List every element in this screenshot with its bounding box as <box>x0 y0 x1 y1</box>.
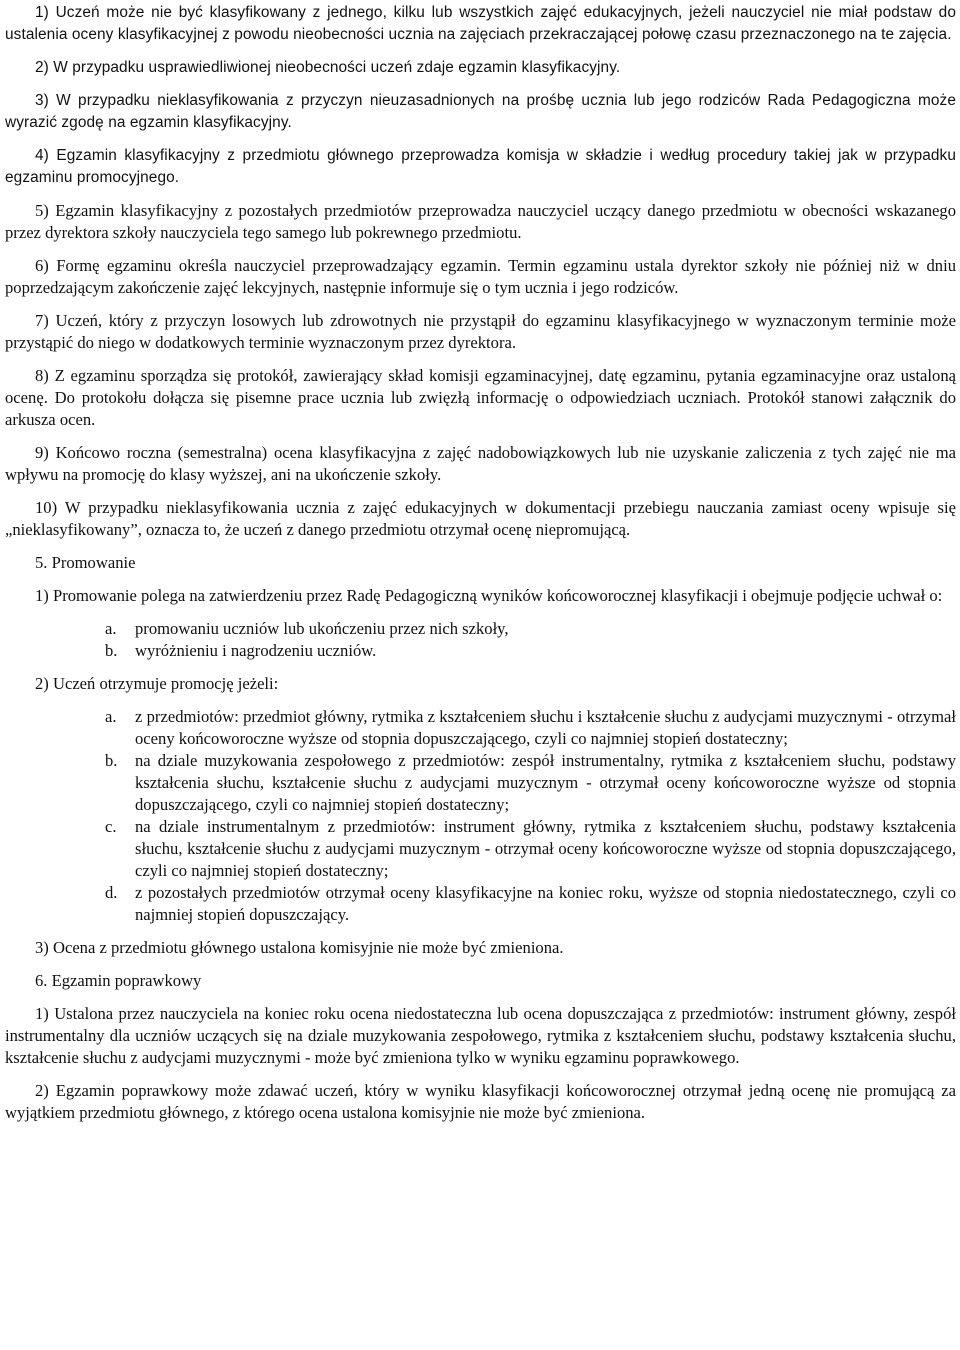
list-item-text: na dziale muzykowania zespołowego z przedmiotów: zespół instrumentalny, rytmika z kształceniem słuchu, podstawy kształcenia słuchu, kształcenie słuchu z audycjami muzycznym - otrzymał oceny końcoworoczne wyższe od stopnia dopuszczającego, czyli co najmniej stopień dostateczny; <box>135 751 956 814</box>
list-item-text: z pozostałych przedmiotów otrzymał oceny klasyfikacyjne na koniec roku, wyższe od stopnia niedostatecznego, czyli co najmniej stopień dopuszczający. <box>135 883 956 924</box>
paragraph-5-1: 1) Promowanie polega na zatwierdzeniu przez Radę Pedagogiczną wyników końcoworocznej klasyfikacji i obejmuje podjęcie uchwał o: <box>35 586 943 605</box>
paragraph-4-7: 7) Uczeń, który z przyczyn losowych lub zdrowotnych nie przystąpił do egzaminu klasyfikacyjnego w wyznaczonym terminie może przystąpić do niego w dodatkowych terminie wyznaczonym przez dyrektora. <box>5 311 956 352</box>
paragraph-5-2: 2) Uczeń otrzymuje promocję jeżeli: <box>35 674 279 693</box>
list-item-text: promowaniu uczniów lub ukończeniu przez nich szkoły, <box>135 619 509 638</box>
list-item <box>5 640 956 662</box>
list-item-text: na dziale instrumentalnym z przedmiotów: instrument główny, rytmika z kształceniem słuchu, podstawy kształcenia słuchu, kształcenie słuchu z audycjami muzycznym - otrzymał oceny końcoworoczne wyższe od stopnia dopuszczającego, czyli co najmniej stopień dostateczny; <box>135 817 956 880</box>
paragraph-5-3: 3) Ocena z przedmiotu głównego ustalona komisyjnie nie może być zmieniona. <box>35 938 564 957</box>
list-item <box>5 816 956 882</box>
list-marker: a. <box>105 619 117 638</box>
list-marker: c. <box>105 817 117 836</box>
list-marker: b. <box>105 641 118 660</box>
list-marker: d. <box>105 883 118 902</box>
list-marker: a. <box>105 707 117 726</box>
paragraph-4-5: 5) Egzamin klasyfikacyjny z pozostałych przedmiotów przeprowadza nauczyciel uczący danego przedmiotu w obecności wskazanego przez dyrektora szkoły nauczyciela tego samego lub pokrewnego przedmiotu. <box>5 201 956 242</box>
list-promocja <box>5 706 956 926</box>
paragraph-4-1: 1) Uczeń może nie być klasyfikowany z jednego, kilku lub wszystkich zajęć edukacyjnych, jeżeli nauczyciel nie miał podstaw do ustalenia oceny klasyfikacyjnej z powodu nieobecności ucznia na zajęciach przekraczającej połowę czasu przeznaczonego na te zajęcia. <box>5 4 956 43</box>
paragraph-4-8: 8) Z egzaminu sporządza się protokół, zawierający skład komisji egzaminacyjnej, datę egzaminu, pytania egzaminacyjne oraz ustaloną ocenę. Do protokołu dołącza się pisemne prace ucznia lub zwięzłą informację o odpowiedziach uczniach. Protokół stanowi załącznik do arkusza ocen. <box>5 366 956 429</box>
section-heading-promowanie: 5. Promowanie <box>35 553 136 572</box>
list-item <box>5 750 956 816</box>
paragraph-6-1: 1) Ustalona przez nauczyciela na koniec roku ocena niedostateczna lub ocena dopuszczająca z przedmiotów: instrument główny, zespół instrumentalny dla uczniów uczących się na dziale muzykowania zespołowego, rytmika z kształceniem słuchu, podstawy kształcenia słuchu, kształcenie słuchu z audycjami muzycznymi - może być zmieniona tylko w wyniku egzaminu poprawkowego. <box>5 1004 956 1067</box>
list-item-text: z przedmiotów: przedmiot główny, rytmika z kształceniem słuchu i kształcenie słuchu z audycjami muzycznymi - otrzymał oceny końcoworoczne wyższe od stopnia dopuszczającego, czyli co najmniej stopień dostateczny; <box>135 707 956 748</box>
paragraph-4-2: 2) W przypadku usprawiedliwionej nieobecności uczeń zdaje egzamin klasyfikacyjny. <box>35 59 621 76</box>
paragraph-6-2: 2) Egzamin poprawkowy może zdawać uczeń, który w wyniku klasyfikacji końcoworocznej otrzymał jedną ocenę nie promującą za wyjątkiem przedmiotu głównego, z którego ocena ustalona komisyjnie nie może być zmieniona. <box>5 1081 956 1122</box>
section-heading-egzamin-poprawkowy: 6. Egzamin poprawkowy <box>35 971 202 990</box>
list-marker: b. <box>105 751 118 770</box>
paragraph-4-3: 3) W przypadku nieklasyfikowania z przyczyn nieuzasadnionych na prośbę ucznia lub jego rodziców Rada Pedagogiczna może wyrazić zgodę na egzamin klasyfikacyjny. <box>5 92 956 131</box>
list-item-text: wyróżnieniu i nagrodzeniu uczniów. <box>135 641 377 660</box>
paragraph-4-4: 4) Egzamin klasyfikacyjny z przedmiotu głównego przeprowadza komisja w składzie i według procedury takiej jak w przypadku egzaminu promocyjnego. <box>5 147 956 186</box>
list-item <box>5 882 956 926</box>
list-item <box>5 706 956 750</box>
list-uchwaly <box>5 618 956 662</box>
list-item <box>5 618 956 640</box>
paragraph-4-10: 10) W przypadku nieklasyfikowania ucznia z zajęć edukacyjnych w dokumentacji przebiegu nauczania zamiast oceny wpisuje się „nieklasyfikowany”, oznacza to, że uczeń z danego przedmiotu otrzymał ocenę niepromującą. <box>5 498 956 539</box>
paragraph-4-9: 9) Końcowo roczna (semestralna) ocena klasyfikacyjna z zajęć nadobowiązkowych lub nie uzyskanie zaliczenia z tych zajęć nie ma wpływu na promocję do klasy wyższej, ani na ukończenie szkoły. <box>5 443 956 484</box>
paragraph-4-6: 6) Formę egzaminu określa nauczyciel przeprowadzający egzamin. Termin egzaminu ustala dyrektor szkoły nie później niż w dniu poprzedzającym zakończenie zajęć lekcyjnych, następnie informuje się o tym ucznia i jego rodziców. <box>5 256 956 297</box>
